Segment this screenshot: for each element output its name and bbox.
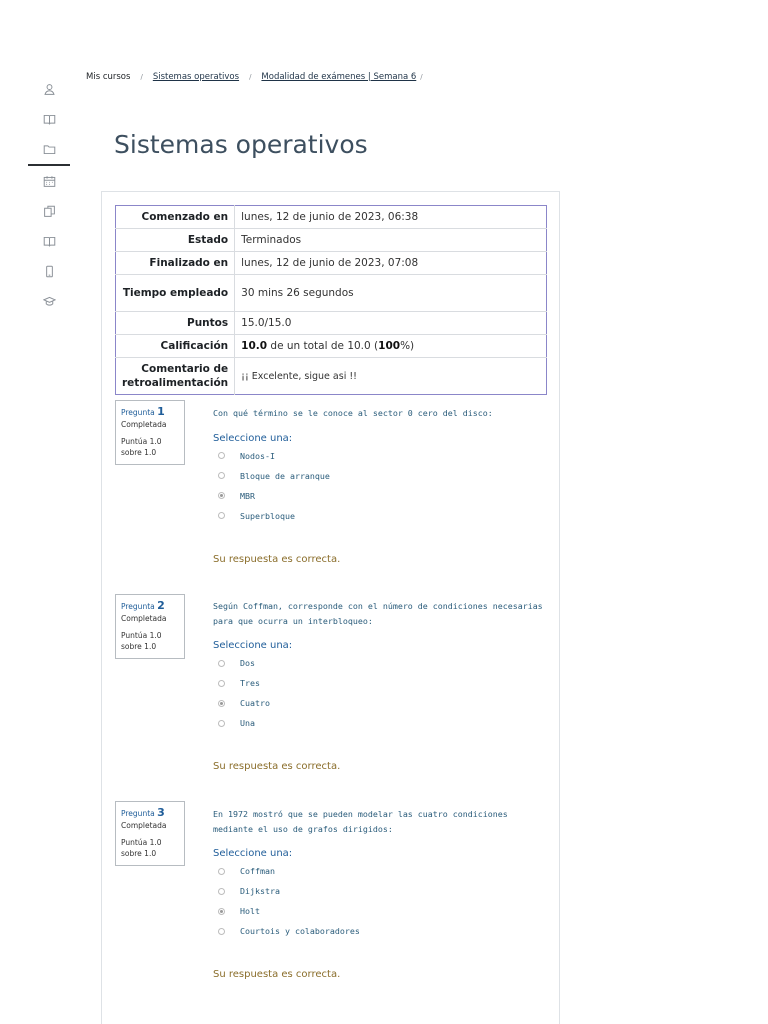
question-info: [115, 801, 185, 866]
summary-value: 30 mins 26 segundos: [235, 275, 547, 312]
breadcrumb-separator: /: [249, 73, 252, 81]
sidebar: [28, 74, 70, 316]
question-number: 1: [157, 405, 165, 418]
option-label: Dijkstra: [240, 886, 280, 896]
radio-button[interactable]: [218, 452, 225, 459]
answer-prompt: Seleccione una:: [213, 848, 293, 859]
sidebar-item-user[interactable]: [28, 74, 70, 104]
answer-feedback: Su respuesta es correcta.: [213, 761, 341, 772]
sidebar-item-book-2[interactable]: [28, 226, 70, 256]
answer-option[interactable]: [213, 446, 543, 466]
sidebar-item-graduation[interactable]: [28, 286, 70, 316]
option-label: Courtois y colaboradores: [240, 926, 360, 936]
answer-options: [213, 861, 543, 941]
summary-label: Puntos: [116, 312, 235, 335]
page-title: Sistemas operativos: [114, 130, 368, 159]
summary-value: lunes, 12 de junio de 2023, 06:38: [235, 206, 547, 229]
folder-icon: [43, 143, 56, 156]
sidebar-item-mobile[interactable]: [28, 256, 70, 286]
answer-options: [213, 446, 543, 526]
sidebar-item-copy[interactable]: [28, 196, 70, 226]
radio-button[interactable]: [218, 888, 225, 895]
radio-button[interactable]: [218, 472, 225, 479]
sidebar-item-book[interactable]: [28, 104, 70, 134]
radio-button[interactable]: [218, 660, 225, 667]
question-text: En 1972 mostró que se pueden modelar las cuatro condiciones mediante el uso de grafos dirigidos:: [213, 809, 508, 834]
sidebar-item-calendar[interactable]: [28, 166, 70, 196]
summary-value: [235, 335, 547, 358]
question-state: Completada: [121, 614, 167, 623]
answer-option[interactable]: [213, 486, 543, 506]
answer-option[interactable]: [213, 693, 543, 713]
question-body: [213, 406, 543, 565]
summary-label: Finalizado en: [116, 252, 235, 275]
mobile-icon: [43, 265, 56, 278]
option-label: Bloque de arranque: [240, 470, 330, 481]
summary-value: 15.0/15.0: [235, 312, 547, 335]
summary-label: Estado: [116, 229, 235, 252]
breadcrumb-my-courses[interactable]: Mis cursos: [86, 72, 131, 82]
summary-row-feedback: [116, 358, 547, 395]
summary-label: Comenzado en: [116, 206, 235, 229]
summary-value: lunes, 12 de junio de 2023, 07:08: [235, 252, 547, 275]
answer-option[interactable]: [213, 901, 543, 921]
question-number: 2: [157, 599, 165, 612]
breadcrumb-separator: /: [140, 73, 143, 81]
option-label: Tres: [240, 678, 260, 688]
answer-options: [213, 653, 543, 733]
breadcrumb: [86, 72, 433, 82]
copy-icon: [43, 205, 56, 218]
graduation-cap-icon: [43, 295, 56, 308]
sidebar-item-folder[interactable]: [28, 134, 70, 166]
summary-row-points: [116, 312, 547, 335]
option-label: Coffman: [240, 866, 275, 876]
summary-label: Tiempo empleado: [116, 275, 235, 312]
answer-option[interactable]: [213, 653, 543, 673]
question-grade: Puntúa 1.0 sobre 1.0: [121, 631, 162, 651]
option-label: Nodos-I: [240, 450, 275, 461]
summary-row-finished: [116, 252, 547, 275]
question-state: Completada: [121, 420, 167, 429]
breadcrumb-separator: /: [420, 73, 423, 81]
answer-option[interactable]: [213, 506, 543, 526]
option-label: Holt: [240, 906, 260, 916]
answer-feedback: Su respuesta es correcta.: [213, 969, 341, 980]
attempt-summary-table: [115, 205, 547, 395]
calendar-icon: [43, 175, 56, 188]
summary-row-started: [116, 206, 547, 229]
radio-button-selected[interactable]: [218, 492, 225, 499]
grade-total: de un total de 10.0 (: [267, 340, 379, 352]
answer-option[interactable]: [213, 881, 543, 901]
user-icon: [43, 83, 56, 96]
option-label: Una: [240, 718, 255, 728]
answer-option[interactable]: [213, 713, 543, 733]
question-info: [115, 594, 185, 659]
answer-option[interactable]: [213, 861, 543, 881]
grade-percent: 100: [378, 340, 401, 352]
question-grade: Puntúa 1.0 sobre 1.0: [121, 437, 162, 457]
radio-button[interactable]: [218, 928, 225, 935]
radio-button[interactable]: [218, 868, 225, 875]
question-body: [213, 599, 543, 772]
radio-button[interactable]: [218, 720, 225, 727]
answer-feedback: Su respuesta es correcta.: [213, 553, 341, 565]
answer-prompt: Seleccione una:: [213, 432, 293, 444]
question-grade: Puntúa 1.0 sobre 1.0: [121, 838, 162, 858]
summary-value: ¡¡ Excelente, sigue asi !!: [241, 370, 357, 382]
question-state: Completada: [121, 821, 167, 830]
summary-row-grade: [116, 335, 547, 358]
summary-label: Comentario de retroalimentación: [116, 358, 235, 395]
answer-option[interactable]: [213, 921, 543, 941]
question-label: Pregunta: [121, 602, 155, 611]
book-icon: [43, 235, 56, 248]
question-number: 3: [157, 806, 165, 819]
question-body: [213, 807, 543, 980]
answer-prompt: Seleccione una:: [213, 640, 293, 651]
question-label: Pregunta: [121, 408, 155, 417]
radio-button[interactable]: [218, 512, 225, 519]
question-label: Pregunta: [121, 809, 155, 818]
summary-row-time: [116, 275, 547, 312]
question-text: Con qué término se le conoce al sector 0 cero del disco:: [213, 408, 493, 418]
radio-button[interactable]: [218, 680, 225, 687]
question-text: Según Coffman, corresponde con el número de condiciones necesarias para que ocurra un interbloqueo:: [213, 601, 543, 626]
radio-button-selected[interactable]: [218, 908, 225, 915]
book-icon: [43, 113, 56, 126]
summary-value: Terminados: [235, 229, 547, 252]
grade-score: 10.0: [241, 340, 268, 352]
answer-option[interactable]: [213, 673, 543, 693]
breadcrumb-exam-section[interactable]: Modalidad de exámenes | Semana 6: [261, 72, 417, 82]
answer-option[interactable]: [213, 466, 543, 486]
grade-percent-suffix: %): [400, 340, 415, 352]
radio-button-selected[interactable]: [218, 700, 225, 707]
summary-label: Calificación: [116, 335, 235, 358]
option-label: Superbloque: [240, 510, 295, 521]
question-info: [115, 400, 185, 465]
summary-row-state: [116, 229, 547, 252]
option-label: MBR: [240, 490, 255, 501]
option-label: Dos: [240, 658, 255, 668]
option-label: Cuatro: [240, 698, 270, 708]
breadcrumb-course[interactable]: Sistemas operativos: [152, 72, 240, 82]
